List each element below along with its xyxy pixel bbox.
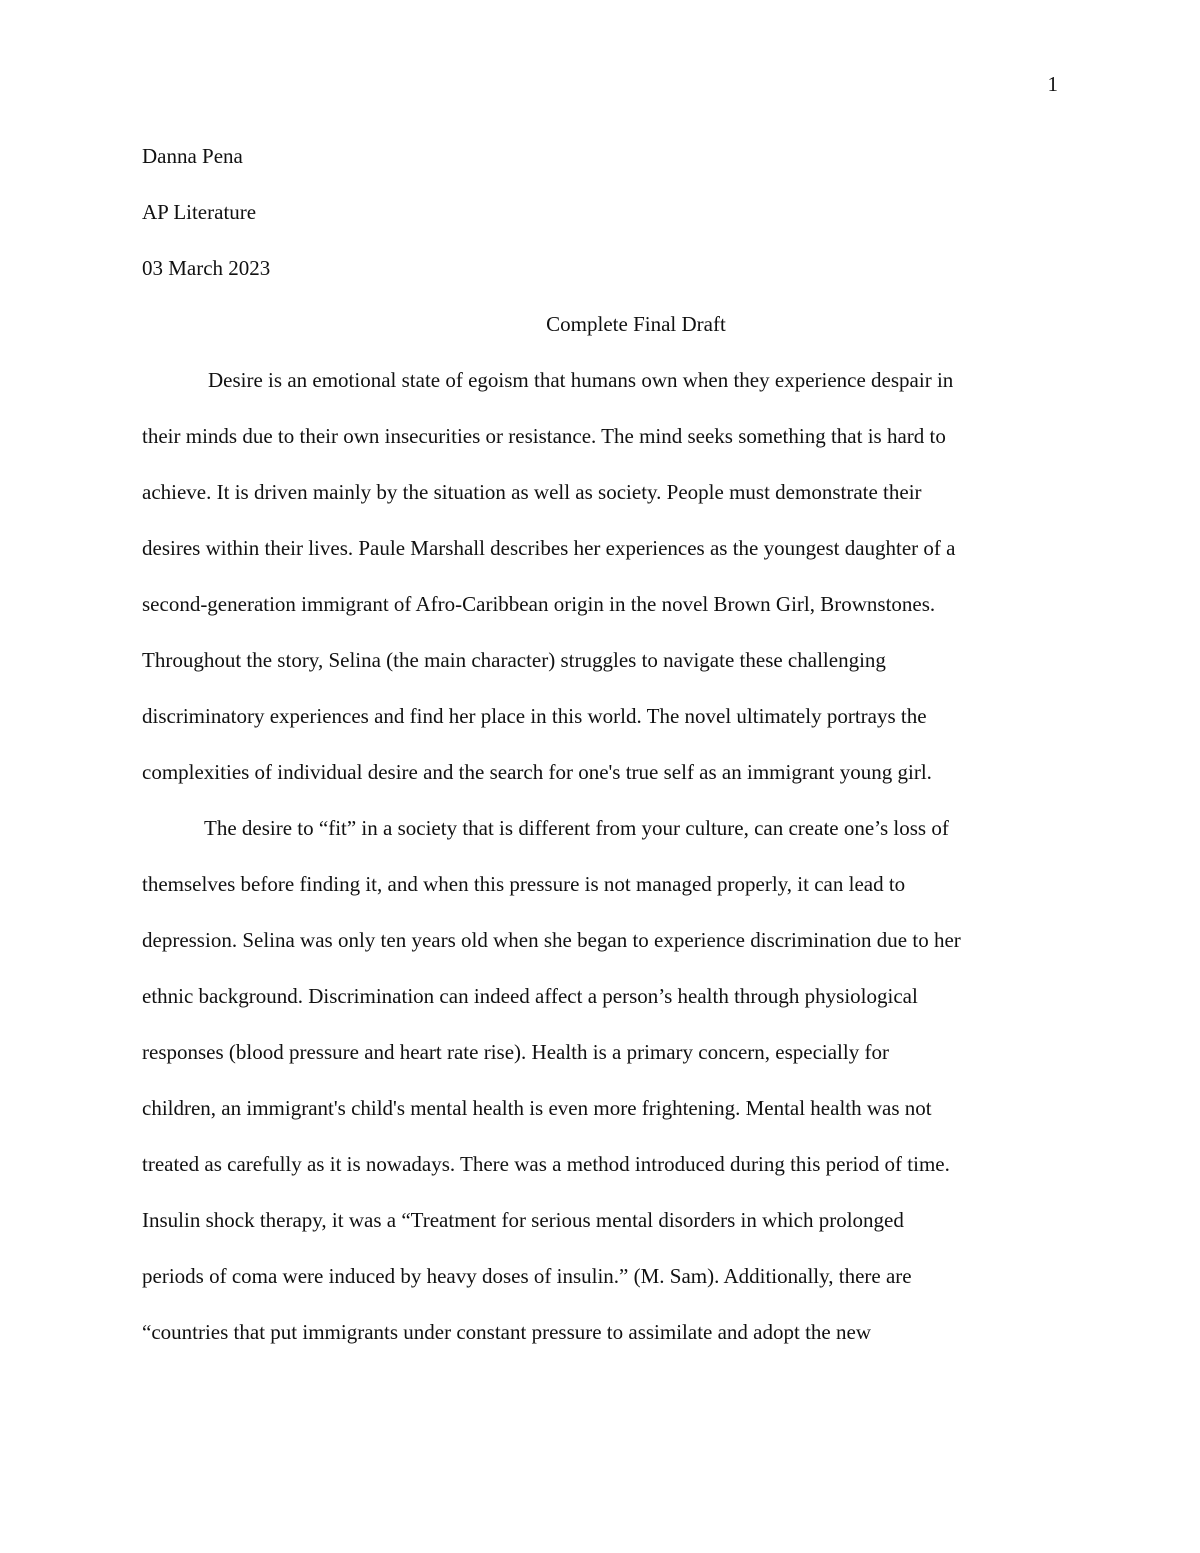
paragraph-line: complexities of individual desire and the search for one's true self as an immigrant young girl. bbox=[142, 760, 932, 784]
paragraph-line: The desire to “fit” in a society that is different from your culture, can create one’s loss of bbox=[204, 816, 949, 840]
paragraph-line: achieve. It is driven mainly by the situation as well as society. People must demonstrate their bbox=[142, 480, 922, 504]
page-number: 1 bbox=[1047, 72, 1058, 96]
paragraph-line: responses (blood pressure and heart rate rise). Health is a primary concern, especially for bbox=[142, 1040, 889, 1064]
mla-header bbox=[142, 142, 1062, 310]
essay-body bbox=[142, 366, 1062, 1374]
paragraph-line: children, an immigrant's child's mental health is even more frightening. Mental health was not bbox=[142, 1096, 932, 1120]
course-name: AP Literature bbox=[142, 200, 257, 224]
paragraph-line: desires within their lives. Paule Marshall describes her experiences as the youngest daughter of a bbox=[142, 536, 956, 560]
student-name: Danna Pena bbox=[142, 144, 243, 168]
paragraph-1 bbox=[142, 366, 1062, 814]
paragraph-line: Desire is an emotional state of egoism that humans own when they experience despair in bbox=[208, 368, 954, 392]
submission-date: 03 March 2023 bbox=[142, 256, 271, 280]
paragraph-line: depression. Selina was only ten years old when she began to experience discrimination due to her bbox=[142, 928, 961, 952]
paragraph-line: “countries that put immigrants under constant pressure to assimilate and adopt the new bbox=[142, 1320, 871, 1344]
paragraph-line: ethnic background. Discrimination can indeed affect a person’s health through physiological bbox=[142, 984, 918, 1008]
document-title: Complete Final Draft bbox=[546, 312, 726, 336]
paragraph-line: themselves before finding it, and when this pressure is not managed properly, it can lead to bbox=[142, 872, 906, 896]
paragraph-line: their minds due to their own insecurities or resistance. The mind seeks something that is hard to bbox=[142, 424, 946, 448]
paragraph-2 bbox=[142, 814, 1062, 1374]
paragraph-line: Insulin shock therapy, it was a “Treatment for serious mental disorders in which prolonged bbox=[142, 1208, 904, 1232]
paragraph-line: treated as carefully as it is nowadays. There was a method introduced during this period of time. bbox=[142, 1152, 950, 1176]
paragraph-line: second-generation immigrant of Afro-Caribbean origin in the novel Brown Girl, Brownstones. bbox=[142, 592, 936, 616]
paragraph-line: Throughout the story, Selina (the main character) struggles to navigate these challenging bbox=[142, 648, 886, 672]
paragraph-line: periods of coma were induced by heavy doses of insulin.” (M. Sam). Additionally, there are bbox=[142, 1264, 912, 1288]
paragraph-line: discriminatory experiences and find her place in this world. The novel ultimately portrays the bbox=[142, 704, 927, 728]
